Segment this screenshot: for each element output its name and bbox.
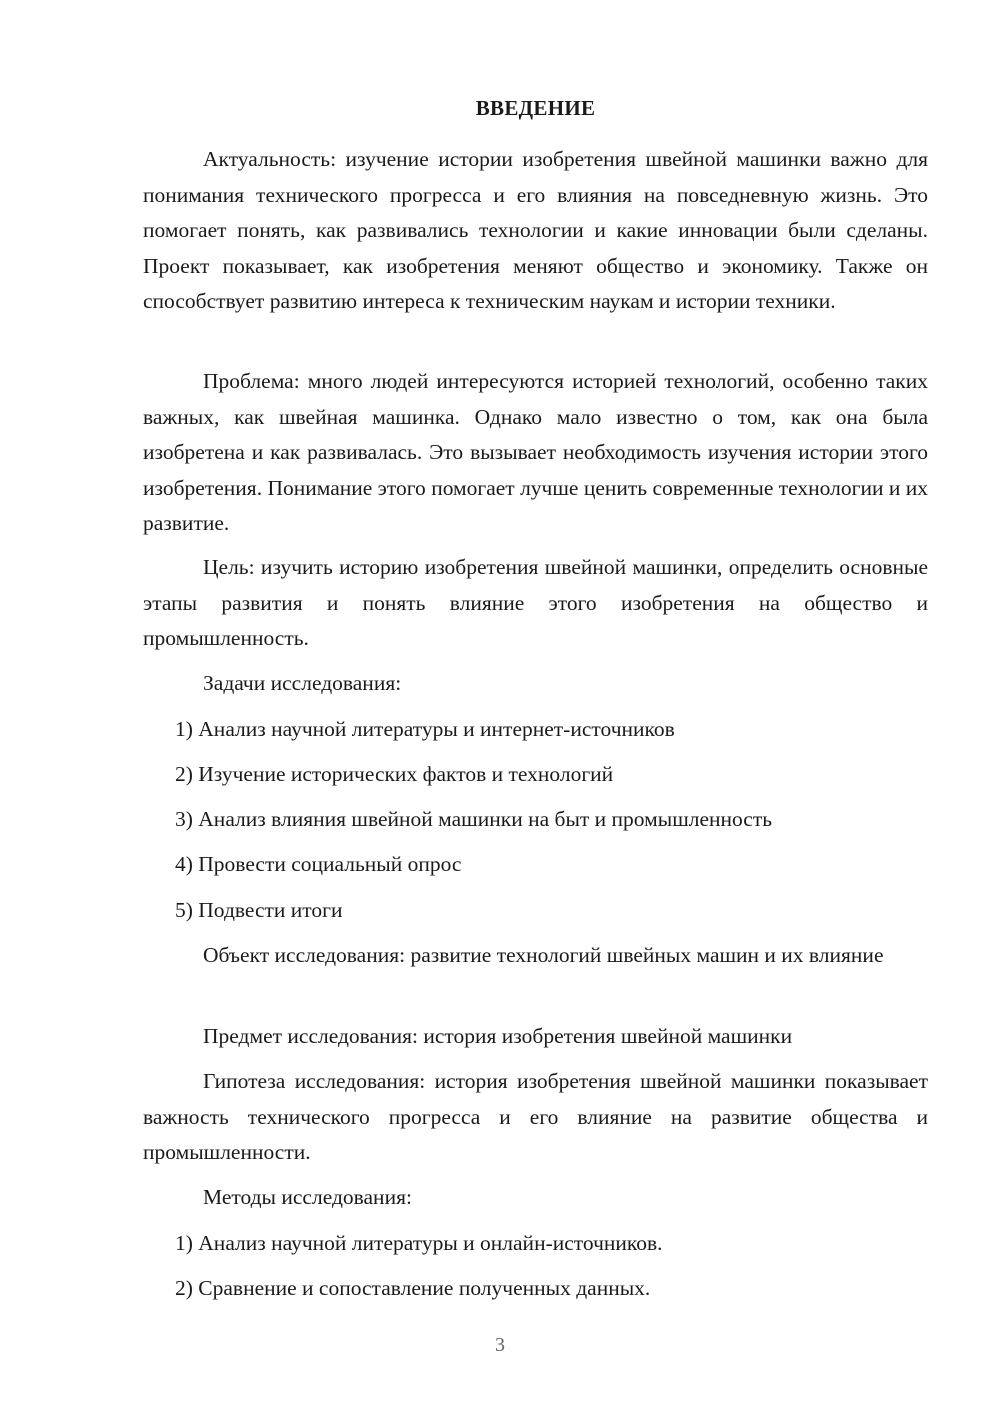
- list-item: 2) Изучение исторических фактов и технологий: [175, 762, 614, 786]
- page-number: 3: [495, 1334, 505, 1356]
- relevance-paragraph: Актуальность: изучение истории изобретения швейной машинки важно для понимания технического прогресса и его влияния на повседневную жизнь. Это помогает понять, как развивались технологии и какие инновации были сделаны. Проект показывает, как изобретения меняют общество и экономику. Также он способствует развитию интереса к техническим наукам и истории техники.: [143, 147, 928, 313]
- methods-heading: Методы исследования:: [203, 1185, 412, 1209]
- hypothesis-paragraph: Гипотеза исследования: история изобретения швейной машинки показывает важность технического прогресса и его влияние на развитие общества и промышленности.: [143, 1069, 928, 1164]
- list-item: 2) Сравнение и сопоставление полученных данных.: [175, 1276, 651, 1300]
- list-item: 4) Провести социальный опрос: [175, 852, 462, 876]
- goal-paragraph: Цель: изучить историю изобретения швейной машинки, определить основные этапы развития и понять влияние этого изобретения на общество и промышленность.: [143, 555, 928, 650]
- list-item: 5) Подвести итоги: [175, 898, 343, 922]
- list-item: 3) Анализ влияния швейной машинки на быт и промышленность: [175, 807, 773, 831]
- problem-paragraph: Проблема: много людей интересуются историей технологий, особенно таких важных, как швейная машинка. Однако мало известно о том, как она была изобретена и как развивалась. Это вызывает необходимость изучения истории этого изобретения. Понимание этого помогает лучше ценить современные технологии и их развитие.: [143, 369, 928, 535]
- list-item: 1) Анализ научной литературы и интернет-источников: [175, 717, 675, 741]
- subject-paragraph: Предмет исследования: история изобретения швейной машинки: [203, 1024, 793, 1048]
- object-paragraph: Объект исследования: развитие технологий швейных машин и их влияние: [203, 943, 884, 967]
- list-item: 1) Анализ научной литературы и онлайн-источников.: [175, 1231, 663, 1255]
- section-heading: ВВЕДЕНИЕ: [475, 96, 596, 120]
- tasks-heading: Задачи исследования:: [203, 671, 402, 695]
